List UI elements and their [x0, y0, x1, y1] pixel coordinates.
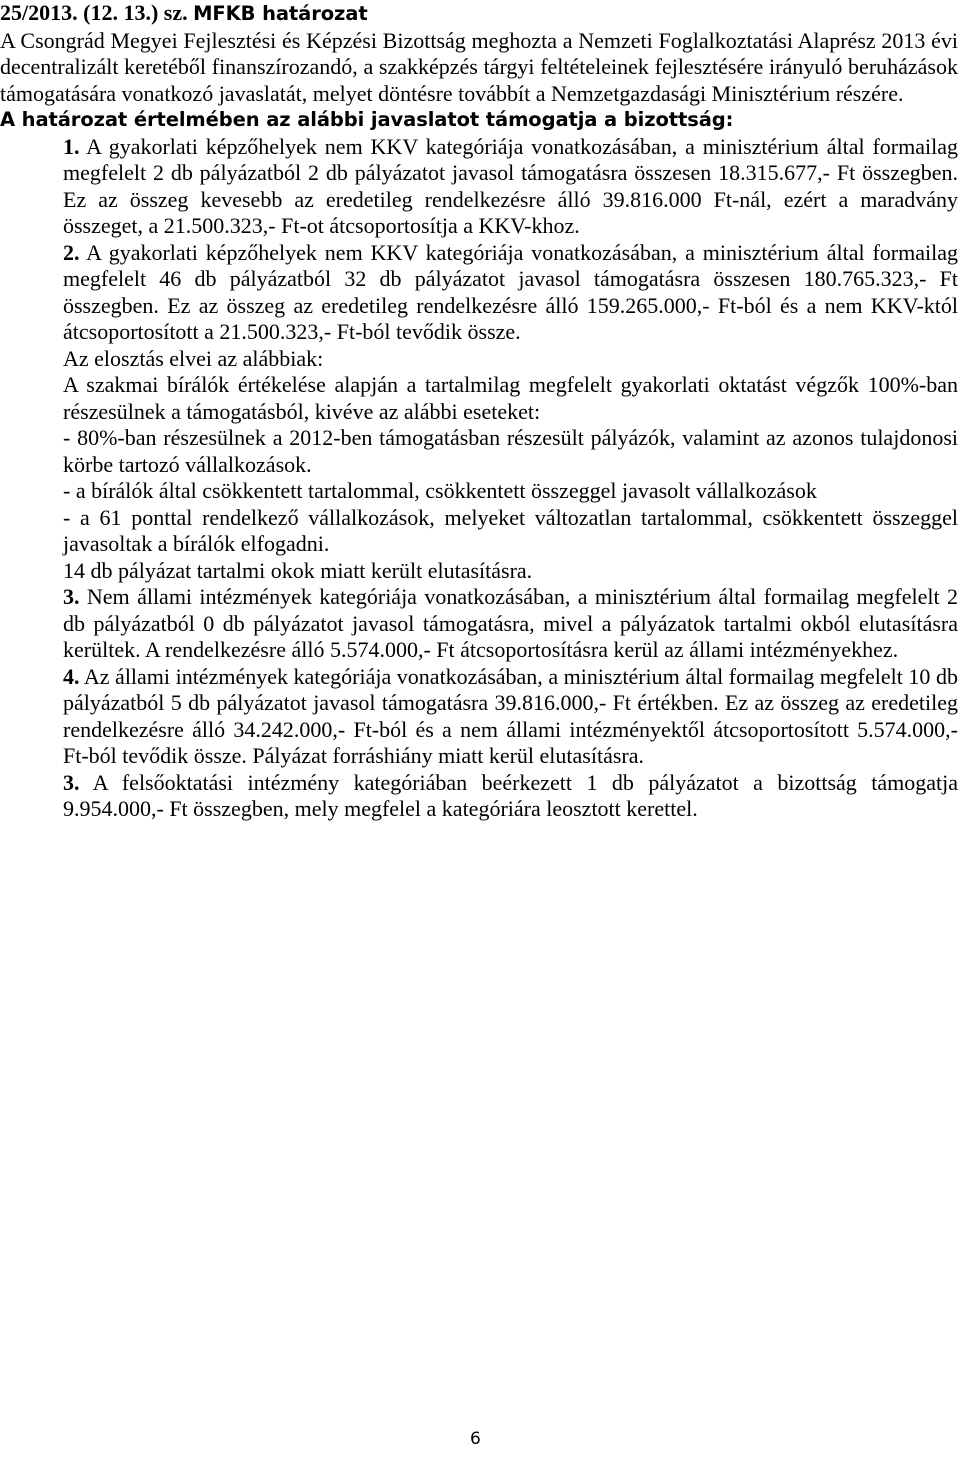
item-5-number: 3.: [63, 769, 80, 795]
principle-bullet: - a bírálók által csökkentett tartalommal, csökkentett összeggel javasolt vállalkozások: [63, 478, 817, 503]
item-2-text: A gyakorlati képzőhelyek nem KKV kategóriája vonatkozásában, a minisztérium által formailag megfelelt 46 db pályázatból 32 db pályázatot javasol támogatásra összesen 180.765.323,- Ft összegben. Ez az összeg az eredetileg rendelkezésre álló 159.265.000,- Ft-ból és a nem KKV-któl átcsoportosított a 21.500.323,- Ft-ból tevődik össze.: [63, 239, 958, 344]
principles-text: A szakmai bírálók értékelése alapján a tartalmilag megfelelt gyakorlati oktatást végzők 100%-ban részesülnek a támogatásból, kivéve az alábbi eseteket:: [63, 372, 958, 424]
item-4: [63, 664, 958, 770]
principles-heading: Az elosztás elvei az alábbiak:: [63, 345, 324, 371]
principle-bullet: - a 61 ponttal rendelkező vállalkozások, melyeket változatlan tartalommal, csökkentett összeggel javasoltak a bírálók elfogadni.: [63, 504, 958, 556]
rejected-note: 14 db pályázat tartalmi okok miatt került elutasításra.: [63, 557, 533, 583]
item-1-number: 1.: [63, 133, 80, 159]
item-3: [63, 584, 958, 664]
intro-paragraph: A Csongrád Megyei Fejlesztési és Képzési Bizottság meghozta a Nemzeti Foglalkoztatási Alaprész 2013 évi decentralizált keretéből finanszírozandó, a szakképzés tárgyi feltételeinek fejlesztésére irányuló beruházások támogatására vonatkozó javaslatát, melyet döntésre továbbít a Nemzetgazdasági Minisztérium részére.: [0, 27, 958, 106]
item-1-text: A gyakorlati képzőhelyek nem KKV kategóriája vonatkozásában, a minisztérium által formailag megfelelt 2 db pályázatból 2 db pályázatot javasol támogatásra összesen 18.315.677,- Ft összegben. Ez az összeg kevesebb az eredetileg rendelkezésre álló 39.816.000 Ft-nál, ezért a maradvány összeget, a 21.500.323,- Ft-ot átcsoportosítja a KKV-khoz.: [63, 133, 958, 238]
decision-body: [0, 134, 958, 823]
resolution-title: MFKB határozat: [193, 2, 368, 25]
item-1: [63, 134, 958, 240]
subheading: A határozat értelmében az alábbi javaslatot támogatja a bizottság:: [0, 108, 734, 131]
resolution-header: [0, 0, 958, 28]
item-4-number: 4.: [63, 663, 80, 689]
item-5: [63, 770, 958, 823]
principle-bullet: - 80%-ban részesülnek a 2012-ben támogatásban részesült pályázók, valamint az azonos tulajdonosi körbe tartozó vállalkozások.: [63, 425, 958, 477]
item-5-text: A felsőoktatási intézmény kategóriában beérkezett 1 db pályázatot a bizottság támogatja 9.954.000,- Ft összegben, mely megfelel a kategóriára leosztott kerettel.: [63, 769, 958, 821]
item-3-number: 3.: [63, 584, 80, 609]
item-3-text: Nem állami intézmények kategóriája vonatkozásában, a minisztérium által formailag megfelelt 2 db pályázatból 0 db pályázatot javasol támogatásra, mivel a pályázatok tartalmi okból elutasításra kerültek. A rendelkezésre álló 5.574.000,- Ft átcsoportosításra kerül az állami intézményekhez.: [63, 584, 959, 662]
item-4-text: Az állami intézmények kategóriája vonatkozásában, a minisztérium által formailag megfelelt 10 db pályázatból 5 db pályázatot javasol támogatásra 39.816.000,- Ft értékben. Ez az összeg az eredetileg rendelkezésre álló 34.242.000,- Ft-ból és a nem állami intézményektől átcsoportosított 5.574.000,- Ft-ból tevődik össze. Pályázat forráshiány miatt kerül elutasításra.: [63, 663, 958, 768]
item-2: [63, 240, 958, 346]
resolution-number: 25/2013. (12. 13.) sz.: [0, 0, 188, 25]
page-number: 6: [470, 1429, 481, 1449]
item-2-number: 2.: [63, 239, 80, 265]
